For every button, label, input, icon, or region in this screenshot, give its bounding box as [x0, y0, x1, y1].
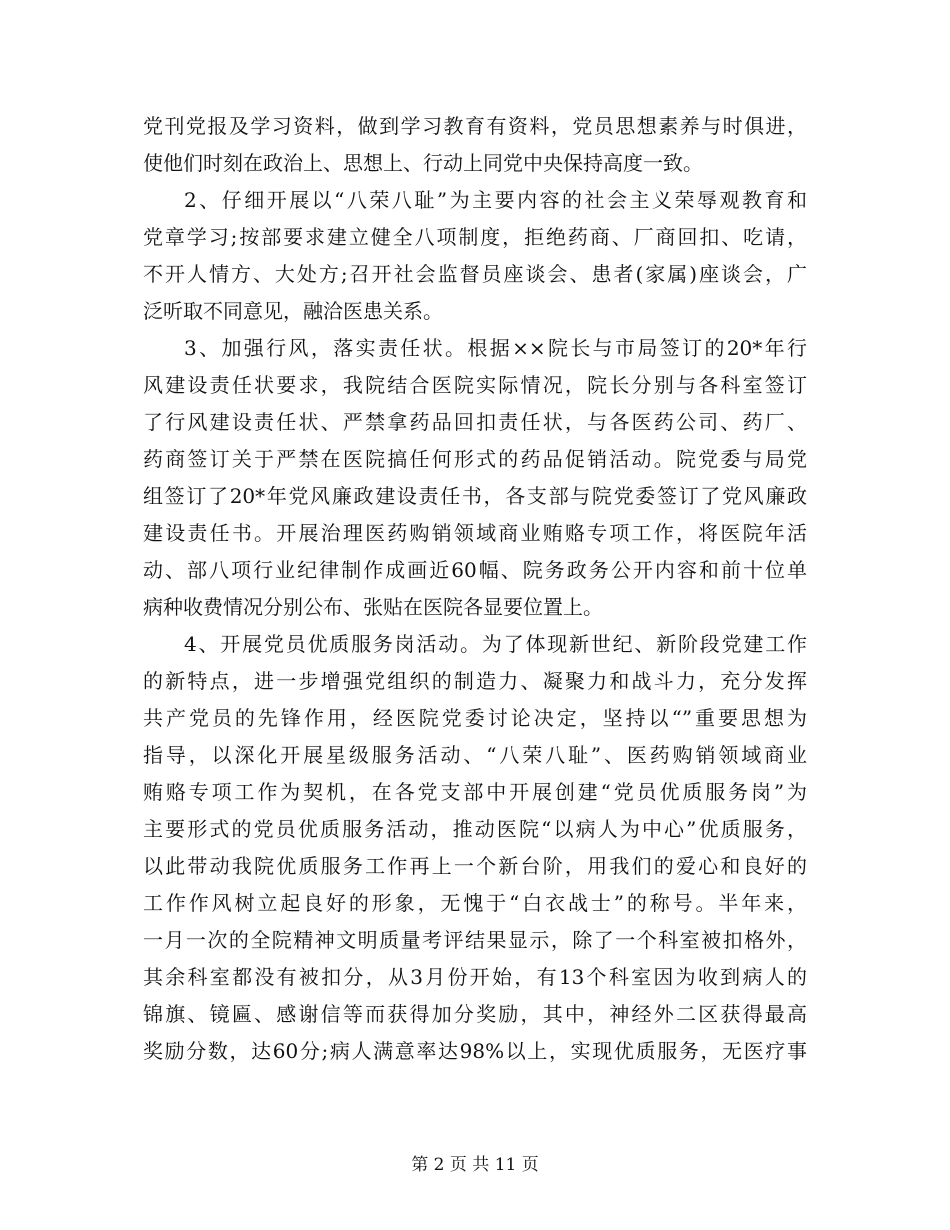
text-line: 病种收费情况分别公布、张贴在医院各显要位置上。	[143, 595, 603, 619]
text-line: 锦旗、镜匾、感谢信等而获得加分奖励，其中，神经外二区获得最高	[143, 1002, 807, 1026]
text-line: 的新特点，进一步增强党组织的制造力、凝聚力和战斗力，充分发挥	[143, 669, 807, 693]
text-line: 药商签订关于严禁在医院搞任何形式的药品促销活动。院党委与局党	[143, 447, 807, 471]
document-body	[143, 108, 807, 1070]
text-line: 党章学习;按部要求建立健全八项制度，拒绝药商、厂商回扣、吃请，	[143, 225, 807, 249]
text-line: 4、开展党员优质服务岗活动。为了体现新世纪、新阶段党建工作	[184, 632, 807, 656]
text-line: 风建设责任状要求，我院结合医院实际情况，院长分别与各科室签订	[143, 373, 807, 397]
text-line: 党刊党报及学习资料，做到学习教育有资料，党员思想素养与时俱进，	[143, 114, 807, 138]
paragraph-item-4	[143, 626, 807, 1070]
text-line: 3、加强行风，落实责任状。根据××院长与市局签订的20*年行	[184, 336, 807, 360]
text-line: 动、部八项行业纪律制作成画近60幅、院务政务公开内容和前十位单	[143, 558, 807, 582]
text-line: 贿赂专项工作为契机，在各党支部中开展创建“党员优质服务岗”为	[143, 780, 807, 804]
text-line: 奖励分数，达60分;病人满意率达98%以上，实现优质服务，无医疗事	[143, 1039, 807, 1063]
text-line: 泛听取不同意见，融洽医患关系。	[143, 299, 443, 323]
text-line: 组签订了20*年党风廉政建设责任书，各支部与院党委签订了党风廉政	[143, 484, 807, 508]
text-line: 2、仔细开展以“八荣八耻”为主要内容的社会主义荣辱观教育和	[184, 188, 807, 212]
text-line: 主要形式的党员优质服务活动，推动医院“以病人为中心”优质服务，	[143, 817, 807, 841]
text-line: 了行风建设责任状、严禁拿药品回扣责任状，与各医药公司、药厂、	[143, 410, 807, 434]
text-line: 以此带动我院优质服务工作再上一个新台阶，用我们的爱心和良好的	[143, 854, 807, 878]
page-number-footer: 第 2 页 共 11 页	[411, 1155, 539, 1175]
text-line: 一月一次的全院精神文明质量考评结果显示，除了一个科室被扣格外，	[143, 928, 807, 952]
text-line: 工作作风树立起良好的形象，无愧于“白衣战士”的称号。半年来，	[143, 891, 807, 915]
text-line: 其余科室都没有被扣分，从3月份开始，有13个科室因为收到病人的	[143, 965, 807, 989]
text-line: 共产党员的先锋作用，经医院党委讨论决定，坚持以“”重要思想为	[143, 706, 807, 730]
text-line: 不开人情方、大处方;召开社会监督员座谈会、患者(家属)座谈会，广	[143, 262, 807, 286]
text-line: 使他们时刻在政治上、思想上、行动上同党中央保持高度一致。	[143, 151, 703, 175]
text-line: 指导，以深化开展星级服务活动、“八荣八耻”、医药购销领域商业	[143, 743, 807, 767]
paragraph-item-2	[143, 182, 807, 330]
paragraph-continuation	[143, 108, 807, 182]
paragraph-item-3	[143, 330, 807, 626]
text-line: 建设责任书。开展治理医药购销领域商业贿赂专项工作，将医院年活	[143, 521, 807, 545]
